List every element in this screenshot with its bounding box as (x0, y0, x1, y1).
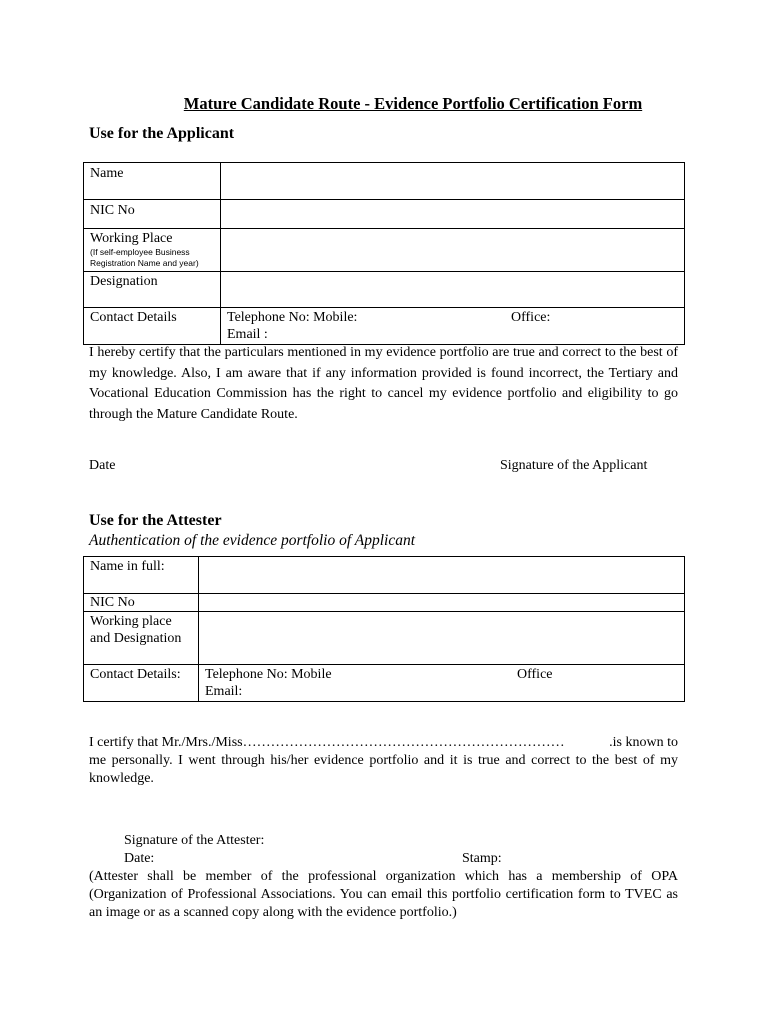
applicant-name-field[interactable] (221, 163, 685, 200)
attester-working-place-label-2: and Designation (90, 631, 182, 646)
applicant-working-place-note-2: Registration Name and year) (90, 258, 199, 268)
applicant-email-label: Email : (227, 327, 268, 342)
attester-signature-label: Signature of the Attester: (124, 833, 265, 848)
attester-note: (Attester shall be member of the professional organization which has a membership of OPA (Organization of Professional Associations. You can email this portfolio certification form to TVEC as an image or as a scanned copy along with the evidence portfolio.) (89, 869, 678, 920)
attester-certify-line-1 (89, 734, 678, 752)
attester-contact-field[interactable] (199, 665, 685, 702)
attester-date-label: Date: (124, 851, 155, 866)
certify-start: I certify that Mr./Mrs./Miss (89, 735, 243, 750)
applicant-nic-field[interactable] (221, 200, 685, 229)
applicant-contact-field[interactable] (221, 308, 685, 345)
certify-end: .is known to (609, 735, 678, 750)
attester-stamp-label: Stamp: (462, 851, 502, 866)
attester-subheading: Authentication of the evidence portfolio of Applicant (89, 532, 416, 549)
applicant-contact-label: Contact Details (84, 308, 221, 345)
attester-certify-rest: me personally. I went through his/her evidence portfolio and it is true and correct to the best of my knowledge. (89, 753, 678, 786)
form-title: Mature Candidate Route - Evidence Portfolio Certification Form (183, 94, 643, 113)
applicant-working-place-note-1: (If self-employee Business (90, 247, 190, 257)
attester-working-place-cell (84, 612, 199, 665)
applicant-table (83, 162, 685, 345)
attester-name-label: Name in full: (84, 557, 199, 594)
attester-nic-label: NIC No (84, 594, 199, 612)
applicant-date-label: Date (89, 458, 116, 473)
attester-telephone-label: Telephone No: Mobile (205, 667, 332, 682)
applicant-certification-text: I hereby certify that the particulars mentioned in my evidence portfolio are true and correct to the best of my knowledge. Also, I am aware that if any information provided is found incorrect, the Tertiary and Vocational Education Commission has the right to cancel my evidence portfolio and eligibility to go through the Mature Candidate Route. (89, 345, 678, 422)
applicant-working-place-cell (84, 229, 221, 272)
attester-working-place-label-1: Working place (90, 614, 172, 629)
attester-table (83, 556, 685, 702)
applicant-telephone-label: Telephone No: Mobile: (227, 310, 358, 325)
applicant-name-label: Name (84, 163, 221, 200)
applicant-signature-label: Signature of the Applicant (500, 458, 648, 473)
applicant-designation-field[interactable] (221, 272, 685, 308)
applicant-working-place-field[interactable] (221, 229, 685, 272)
applicant-working-place-label: Working Place (90, 231, 173, 246)
page-title (0, 94, 768, 114)
attester-email-label: Email: (205, 684, 243, 699)
attester-working-place-field[interactable] (199, 612, 685, 665)
attester-certify-block (89, 734, 678, 788)
attester-heading: Use for the Attester (89, 512, 222, 529)
attester-contact-label: Contact Details: (84, 665, 199, 702)
attester-nic-field[interactable] (199, 594, 685, 612)
attester-office-label: Office (517, 667, 553, 682)
certify-dots: …………………………………………………………… (242, 735, 565, 750)
applicant-office-label: Office: (511, 310, 551, 325)
applicant-designation-label: Designation (84, 272, 221, 308)
attester-name-field[interactable] (199, 557, 685, 594)
applicant-nic-label: NIC No (84, 200, 221, 229)
applicant-heading: Use for the Applicant (89, 125, 235, 142)
